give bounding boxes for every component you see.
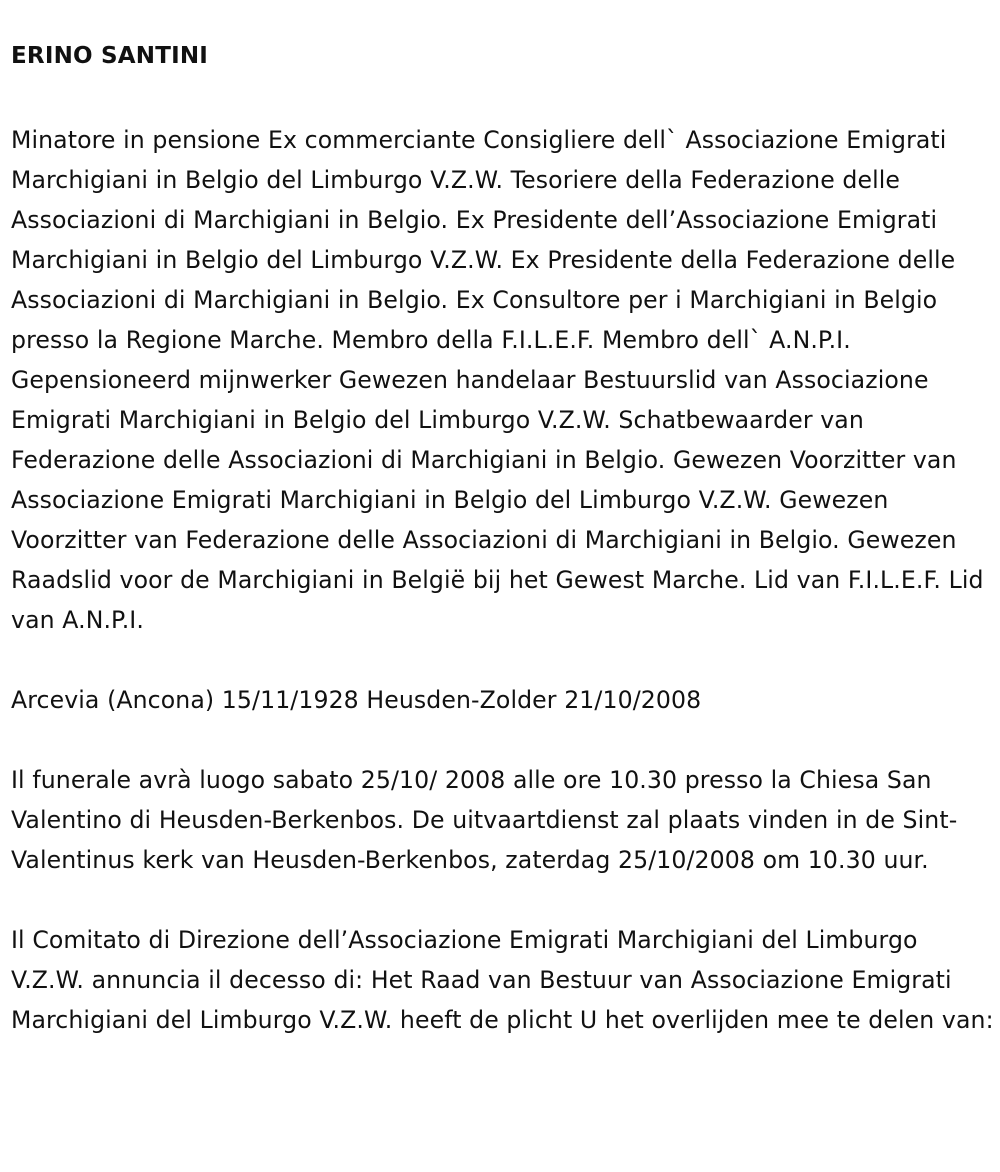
announcement-paragraph: Il Comitato di Direzione dell’Associazione Emigrati Marchigiani del Limburgo V.Z.W. annuncia il decesso di: Het Raad van Bestuur van Associazione Emigrati Marchigiani del Limburgo V.Z.W. heeft de plicht U het overlijden mee te delen van:: [11, 926, 994, 1034]
biography-paragraph: Minatore in pensione Ex commerciante Consigliere dell` Associazione Emigrati Marchigiani in Belgio del Limburgo V.Z.W. Tesoriere della Federazione delle Associazioni di Marchigiani in Belgio. Ex Presidente dell’Associazione Emigrati Marchigiani in Belgio del Limburgo V.Z.W. Ex Presidente della Federazione delle Associazioni di Marchigiani in Belgio. Ex Consultore per i Marchigiani in Belgio presso la Regione Marche. Membro della F.I.L.E.F. Membro dell` A.N.P.I. Gepensioneerd mijnwerker Gewezen handelaar Bestuurslid van Associazione Emigrati Marchigiani in Belgio del Limburgo V.Z.W. Schatbewaarder van Federazione delle Associazioni di Marchigiani in Belgio. Gewezen Voorzitter van Associazione Emigrati Marchigiani in Belgio del Limburgo V.Z.W. Gewezen Voorzitter van Federazione delle Associazioni di Marchigiani in Belgio. Gewezen Raadslid voor de Marchigiani in België bij het Gewest Marche. Lid van F.I.L.E.F. Lid van A.N.P.I.: [11, 126, 984, 634]
funeral-details-paragraph: Il funerale avrà luogo sabato 25/10/ 2008 alle ore 10.30 presso la Chiesa San Valentino di Heusden-Berkenbos. De uitvaartdienst zal plaats vinden in de Sint- Valentinus kerk van Heusden-Berkenbos, zaterdag 25/10/2008 om 10.30 uur.: [11, 766, 958, 874]
deceased-name-heading: ERINO SANTINI: [11, 43, 209, 69]
life-dates-paragraph: Arcevia (Ancona) 15/11/1928 Heusden-Zolder 21/10/2008: [11, 686, 702, 714]
